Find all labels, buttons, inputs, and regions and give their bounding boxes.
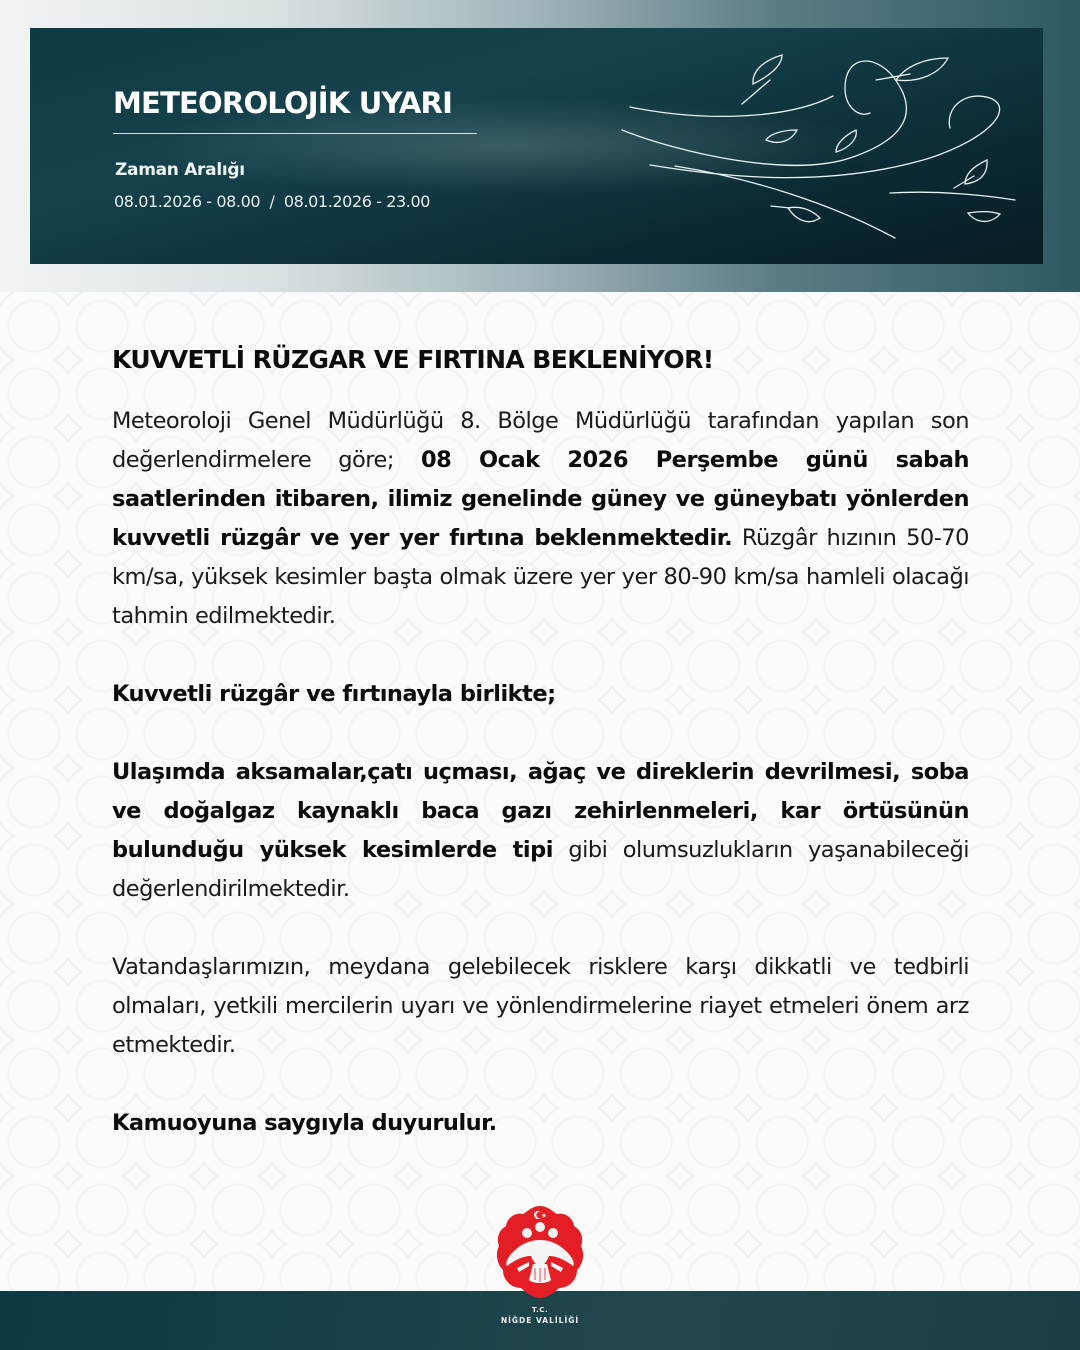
effects-conclusion: gibi olumsuzlukların yaşanabileceği değerlendirilmektedir. (112, 837, 970, 902)
wind-leaves-icon (30, 28, 1043, 264)
title-divider (113, 133, 477, 134)
header-band (0, 0, 1080, 292)
forecast-wind-speed: Rüzgâr hızının 50-70 km/sa, yüksek kesimler başta olmak üzere yer yer 80-90 km/sa hamleli olacağı tahmin edilmektedir. (112, 525, 969, 629)
paragraph-forecast (112, 402, 969, 636)
effects-list: Ulaşımda aksamalar,çatı uçması, ağaç ve direklerin devrilmesi, soba ve doğalgaz kaynaklı baca gazı zehirlenmeleri, kar örtüsünün bulunduğu yüksek kesimlerde tipi (112, 759, 969, 863)
headline: KUVVETLİ RÜZGAR VE FIRTINA BEKLENİYOR! (112, 345, 714, 374)
announcement-body (112, 338, 969, 1143)
page-title: METEOROLOJİK UYARI (113, 86, 453, 120)
time-range-value: 08.01.2026 - 08.00 / 08.01.2026 - 23.00 (114, 192, 431, 211)
warning-banner (30, 28, 1043, 264)
forecast-intro: Meteoroloji Genel Müdürlüğü 8. Bölge Müdürlüğü tarafından yapılan son değerlendirmelere göre; (112, 408, 969, 473)
forecast-highlight: 08 Ocak 2026 Perşembe günü sabah saatlerinden itibaren, ilimiz genelinde güney ve güneybatı yönlerden kuvvetli rüzgâr ve yer yer fırtına beklenmektedir. (112, 447, 969, 551)
time-range-label: Zaman Aralığı (115, 160, 245, 180)
niğde-valiligi-emblem-icon (493, 1200, 587, 1300)
footer-tc-label: T.C. (531, 1306, 549, 1314)
footer-organization: NİĞDE VALİLİĞİ (500, 1316, 580, 1325)
paragraph-advice: Vatandaşlarımızın, meydana gelebilecek risklere karşı dikkatli ve tedbirli olmaları, yetkili mercilerin uyarı ve yönlendirmelerine riayet etmeleri önem arz etmektedir. (112, 954, 969, 1058)
paragraph-effects (112, 753, 969, 909)
subheading-effects: Kuvvetli rüzgâr ve fırtınayla birlikte; (112, 681, 556, 707)
closing-statement: Kamuoyuna saygıyla duyurulur. (112, 1110, 497, 1136)
